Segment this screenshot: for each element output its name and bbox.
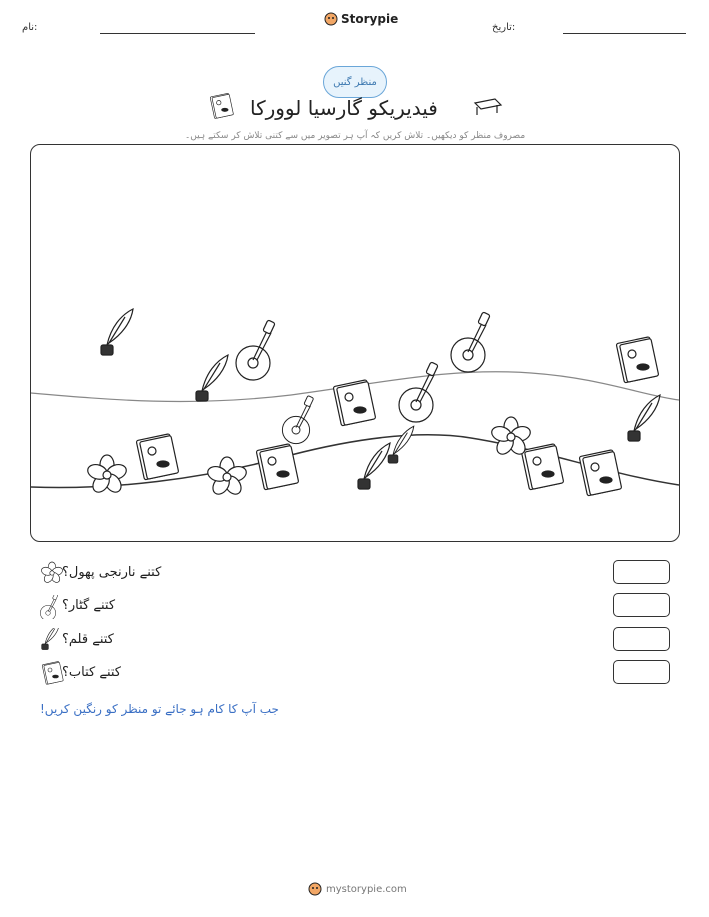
answer-box-guitars[interactable]	[613, 593, 670, 617]
footer-url[interactable]: mystorypie.com	[326, 883, 407, 895]
guitar-icon	[282, 395, 313, 443]
answer-box-flowers[interactable]	[613, 560, 670, 584]
brand-logo	[324, 12, 398, 26]
page-title: فیدیریکو گارسیا لوورکا	[250, 96, 438, 120]
coloring-note: جب آپ کا کام ہو جائے تو منظر کو رنگین کریں!	[40, 702, 279, 716]
instructions: مصروف منظر کو دیکھیں۔ تلاش کریں کہ آپ ہر تصویر میں سے کتنی تلاش کر سکتے ہیں۔	[185, 131, 526, 141]
flower-icon	[86, 455, 128, 495]
desk-icon	[472, 95, 504, 117]
footer	[308, 882, 407, 896]
question-quills: کتنے قلم؟	[62, 632, 114, 647]
guitar-icon	[236, 320, 275, 380]
quill-icon	[628, 395, 660, 441]
book-icon	[521, 444, 564, 490]
date-label: تاریخ:	[492, 22, 516, 33]
book-icon	[256, 444, 299, 490]
book-icon	[579, 450, 622, 496]
name-label: نام:	[22, 22, 38, 33]
category-badge: منظر گنیں	[323, 66, 387, 98]
question-flowers: کتنے نارنجی پھول؟	[62, 565, 162, 580]
answer-box-quills[interactable]	[613, 627, 670, 651]
book-icon	[206, 92, 236, 120]
book-icon	[333, 380, 376, 426]
date-field[interactable]	[563, 33, 686, 34]
logo-icon	[324, 12, 338, 26]
book-icon	[616, 337, 659, 383]
quill-icon	[40, 628, 64, 652]
guitar-icon	[451, 312, 490, 372]
logo-icon	[308, 882, 322, 896]
guitar-icon	[40, 595, 64, 619]
question-guitars: کتنے گٹار؟	[62, 598, 116, 613]
question-books: کتنے کتاب؟	[62, 665, 121, 680]
quill-icon	[196, 355, 228, 401]
book-icon	[136, 434, 179, 480]
flower-icon	[40, 561, 64, 585]
quill-icon	[388, 426, 414, 463]
book-icon	[40, 661, 64, 685]
flower-icon	[206, 457, 248, 497]
quill-icon	[358, 443, 390, 489]
quill-icon	[101, 309, 133, 355]
brand-name: Storypie	[341, 12, 399, 26]
guitar-icon	[399, 362, 438, 422]
scene-illustration	[31, 145, 679, 541]
answer-box-books[interactable]	[613, 660, 670, 684]
name-field[interactable]	[100, 33, 255, 34]
scene-frame	[30, 144, 680, 542]
